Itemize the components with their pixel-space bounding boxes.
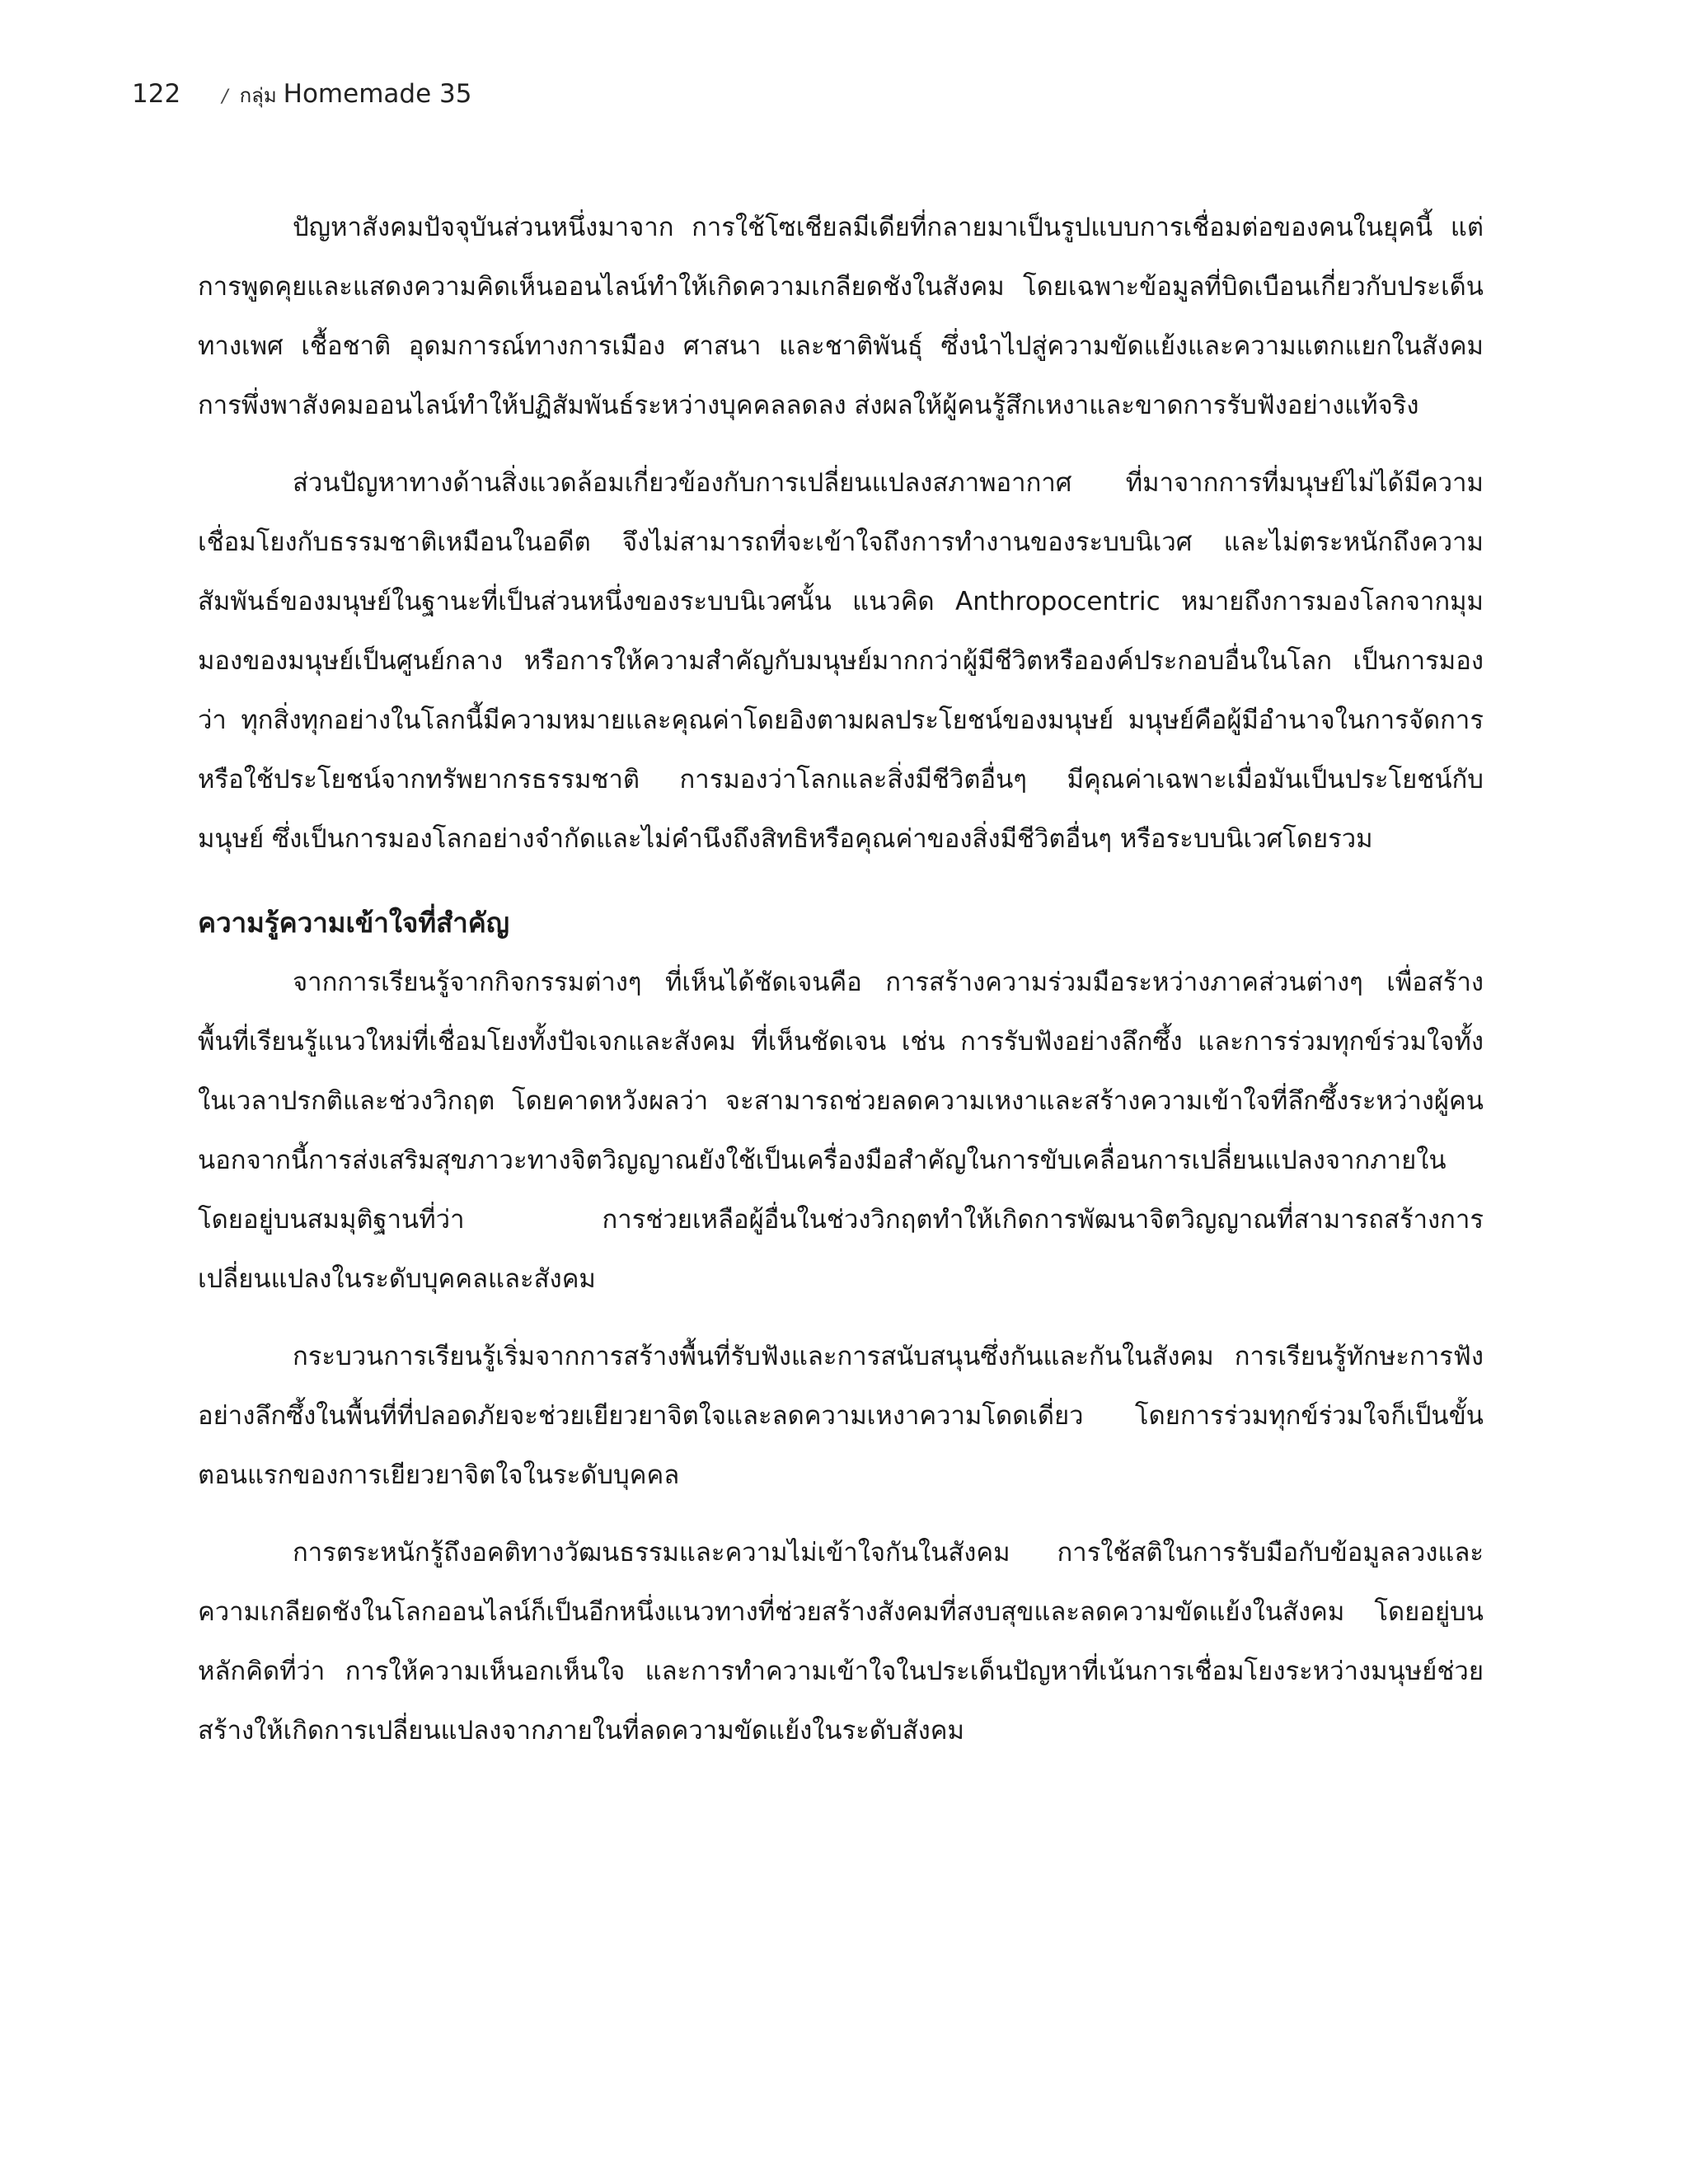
section-heading: ความรู้ความเข้าใจที่สำคัญ (198, 907, 509, 939)
paragraph-learning-process: กระบวนการเรียนรู้เริ่มจากการสร้างพื้นที่รับฟังและการสนับสนุนซึ่งกันและกันในสังคม การเรียนรู้ทักษะการฟังอย่างลึกซึ้งในพื้นที่ที่ปลอดภัยจะช่วยเยียวยาจิตใจและลดความเหงาความโดดเดี่ยว โดยการร่วมทุกข์ร่วมใจก็เป็นขั้นตอนแรกของการเยียวยาจิตใจในระดับบุคคล (198, 1342, 1484, 1490)
header-prefix: กลุ่ม (239, 84, 277, 107)
paragraph-awareness: การตระหนักรู้ถึงอคติทางวัฒนธรรมและความไม่เข้าใจกันในสังคม การใช้สติในการรับมือกับข้อมูลลวงและความเกลียดชังในโลกออนไลน์ก็เป็นอีกหนึ่งแนวทางที่ช่วยสร้างสังคมที่สงบสุขและลดความขัดแย้งในสังคม โดยอยู่บนหลักคิดที่ว่า การให้ความเห็นอกเห็นใจ และการทำความเข้าใจในประเด็นปัญหาที่เน้นการเชื่อมโยงระหว่างมนุษย์ช่วยสร้างให้เกิดการเปลี่ยนแปลงจากภายในที่ลดความขัดแย้งในระดับสังคม (198, 1538, 1484, 1746)
paragraph-social-problems: ปัญหาสังคมปัจจุบันส่วนหนึ่งมาจาก การใช้โซเชียลมีเดียที่กลายมาเป็นรูปแบบการเชื่อมต่อของคนในยุคนี้ แต่การพูดคุยและแสดงความคิดเห็นออนไลน์ทำให้เกิดความเกลียดชังในสังคม โดยเฉพาะข้อมูลที่บิดเบือนเกี่ยวกับประเด็นทางเพศ เชื้อชาติ อุดมการณ์ทางการเมือง ศาสนา และชาติพันธุ์ ซึ่งนำไปสู่ความขัดแย้งและความแตกแยกในสังคม การพึ่งพาสังคมออนไลน์ทำให้ปฏิสัมพันธ์ระหว่างบุคคลลดลง ส่งผลให้ผู้คนรู้สึกเหงาและขาดการรับฟังอย่างแท้จริง (198, 213, 1484, 420)
page-number: 122 (132, 79, 181, 109)
header-separator: / (222, 87, 228, 107)
paragraph-learning-activities: จากการเรียนรู้จากกิจกรรมต่างๆ ที่เห็นได้ชัดเจนคือ การสร้างความร่วมมือระหว่างภาคส่วนต่างๆ เพื่อสร้างพื้นที่เรียนรู้แนวใหม่ที่เชื่อมโยงทั้งปัจเจกและสังคม ที่เห็นชัดเจน เช่น การรับฟังอย่างลึกซึ้ง และการร่วมทุกข์ร่วมใจทั้งในเวลาปรกติและช่วงวิกฤต โดยคาดหวังผลว่า จะสามารถช่วยลดความเหงาและสร้างความเข้าใจที่ลึกซึ้งระหว่างผู้คน นอกจากนี้การส่งเสริมสุขภาวะทางจิตวิญญาณยังใช้เป็นเครื่องมือสำคัญในการขับเคลื่อนการเปลี่ยนแปลงจากภายใน โดยอยู่บนสมมุติฐานที่ว่า การช่วยเหลือผู้อื่นในช่วงวิกฤตทำให้เกิดการพัฒนาจิตวิญญาณที่สามารถสร้างการเปลี่ยนแปลงในระดับบุคคลและสังคม (198, 968, 1484, 1294)
book-title: Homemade 35 (283, 79, 472, 109)
paragraph-environment: ส่วนปัญหาทางด้านสิ่งแวดล้อมเกี่ยวข้องกับการเปลี่ยนแปลงสภาพอากาศ ที่มาจากการที่มนุษย์ไม่ได้มีความเชื่อมโยงกับธรรมชาติเหมือนในอดีต จึงไม่สามารถที่จะเข้าใจถึงการทำงานของระบบนิเวศ และไม่ตระหนักถึงความสัมพันธ์ของมนุษย์ในฐานะที่เป็นส่วนหนึ่งของระบบนิเวศนั้น แนวคิด Anthropocentric หมายถึงการมองโลกจากมุมมองของมนุษย์เป็นศูนย์กลาง หรือการให้ความสำคัญกับมนุษย์มากกว่าผู้มีชีวิตหรือองค์ประกอบอื่นในโลก เป็นการมองว่า ทุกสิ่งทุกอย่างในโลกนี้มีความหมายและคุณค่าโดยอิงตามผลประโยชน์ของมนุษย์ มนุษย์คือผู้มีอำนาจในการจัดการหรือใช้ประโยชน์จากทรัพยากรธรรมชาติ การมองว่าโลกและสิ่งมีชีวิตอื่นๆ มีคุณค่าเฉพาะเมื่อมันเป็นประโยชน์กับมนุษย์ ซึ่งเป็นการมองโลกอย่างจำกัดและไม่คำนึงถึงสิทธิหรือคุณค่าของสิ่งมีชีวิตอื่นๆ หรือระบบนิเวศโดยรวม (198, 468, 1484, 854)
page-body (198, 198, 1484, 1779)
running-header (132, 79, 471, 111)
